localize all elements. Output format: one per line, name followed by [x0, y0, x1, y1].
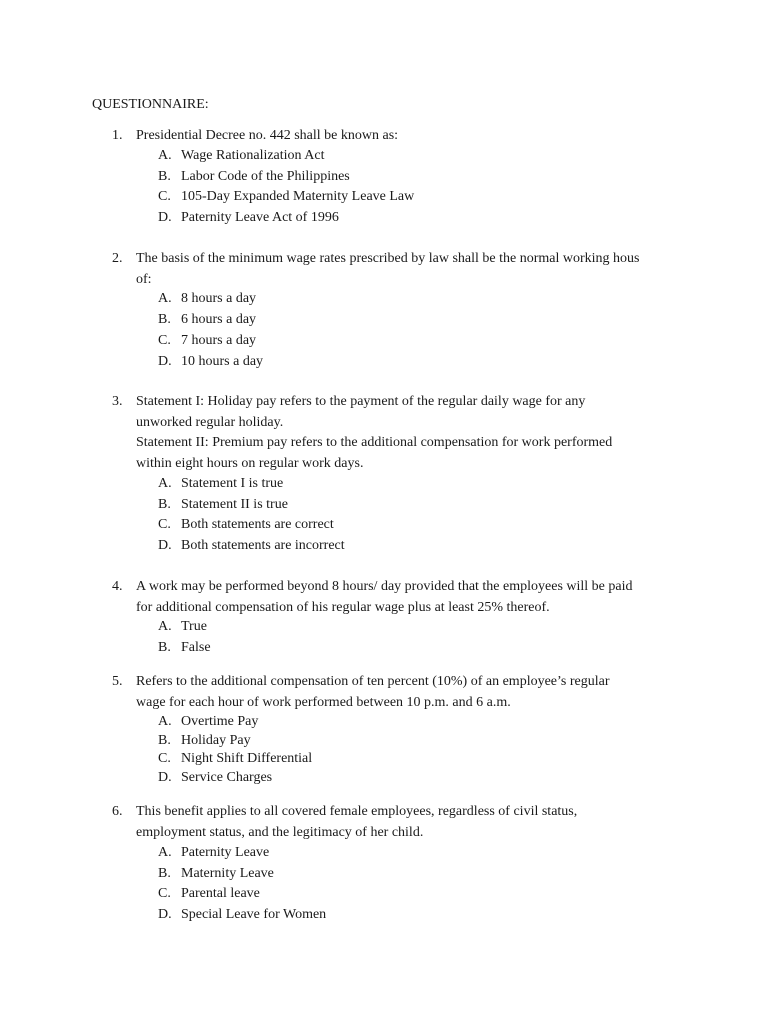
option-text: 105-Day Expanded Maternity Leave Law: [181, 189, 415, 204]
option-letter: A.: [158, 845, 172, 860]
option-letter: B.: [158, 168, 171, 184]
question-text: [136, 802, 726, 843]
option-text: 10 hours a day: [181, 353, 264, 369]
question-number: 4.: [112, 579, 123, 594]
question-line: unworked regular holiday.: [136, 414, 284, 430]
option-letter: A.: [158, 291, 172, 306]
option-letter: B.: [158, 639, 171, 655]
option-letter: A.: [158, 148, 172, 163]
option-text: True: [181, 619, 207, 634]
option-text: Statement II is true: [181, 496, 288, 512]
question-line: Statement I: Holiday pay refers to the payment of the regular daily wage for any: [136, 394, 586, 409]
option-text: False: [181, 639, 211, 655]
question-line: employment status, and the legitimacy of her child.: [136, 824, 424, 840]
option-letter: C.: [158, 189, 171, 204]
option-letter: B.: [158, 732, 171, 748]
option-letter: B.: [158, 865, 171, 881]
option-letter: C.: [158, 332, 171, 348]
question-text: [136, 392, 726, 474]
option-text: 8 hours a day: [181, 291, 257, 306]
question-line: Statement II: Premium pay refers to the additional compensation for work performed: [136, 435, 613, 450]
option-text: Service Charges: [181, 769, 273, 785]
option-text: Labor Code of the Philippines: [181, 168, 350, 184]
option-text: Night Shift Differential: [181, 751, 313, 766]
option-text: 7 hours a day: [181, 332, 257, 348]
option-letter: D.: [158, 353, 172, 369]
option-text: Wage Rationalization Act: [181, 148, 325, 163]
question-line: The basis of the minimum wage rates prescribed by law shall be the normal working hous: [136, 251, 640, 266]
question-text: [136, 249, 726, 290]
question-text: [136, 126, 726, 147]
question-line: Presidential Decree no. 442 shall be known as:: [136, 128, 399, 143]
option-letter: C.: [158, 517, 171, 532]
option-letter: B.: [158, 496, 171, 512]
question-number: 3.: [112, 394, 123, 409]
question-text: [136, 672, 726, 713]
option-text: Maternity Leave: [181, 865, 274, 881]
option-letter: B.: [158, 312, 171, 327]
option-text: Statement I is true: [181, 476, 284, 491]
option-letter: A.: [158, 476, 172, 491]
question-number: 2.: [112, 251, 123, 266]
question-line: wage for each hour of work performed between 10 p.m. and 6 a.m.: [136, 694, 511, 710]
option-letter: D.: [158, 209, 172, 225]
document-title: QUESTIONNAIRE:: [92, 97, 209, 112]
option-letter: C.: [158, 886, 171, 901]
option-text: Parental leave: [181, 886, 260, 901]
option-text: Paternity Leave: [181, 845, 270, 860]
question-line: This benefit applies to all covered female employees, regardless of civil status,: [136, 804, 578, 819]
question-text: [136, 577, 726, 618]
option-text: Paternity Leave Act of 1996: [181, 209, 339, 225]
option-text: Both statements are correct: [181, 517, 334, 532]
option-letter: A.: [158, 714, 172, 729]
option-letter: D.: [158, 906, 172, 922]
question-line: of:: [136, 271, 152, 287]
option-text: Overtime Pay: [181, 714, 259, 729]
option-text: 6 hours a day: [181, 312, 257, 327]
question-number: 1.: [112, 128, 123, 143]
option-text: Holiday Pay: [181, 732, 251, 748]
question-line: for additional compensation of his regular wage plus at least 25% thereof.: [136, 599, 550, 615]
option-letter: A.: [158, 619, 172, 634]
option-letter: D.: [158, 769, 172, 785]
option-text: Both statements are incorrect: [181, 537, 345, 553]
question-number: 6.: [112, 804, 123, 819]
question-line: within eight hours on regular work days.: [136, 455, 364, 471]
option-letter: D.: [158, 537, 172, 553]
option-text: Special Leave for Women: [181, 906, 327, 922]
option-letter: C.: [158, 751, 171, 766]
question-line: Refers to the additional compensation of ten percent (10%) of an employee’s regular: [136, 674, 610, 689]
question-number: 5.: [112, 674, 123, 689]
question-line: A work may be performed beyond 8 hours/ day provided that the employees will be paid: [136, 579, 633, 594]
